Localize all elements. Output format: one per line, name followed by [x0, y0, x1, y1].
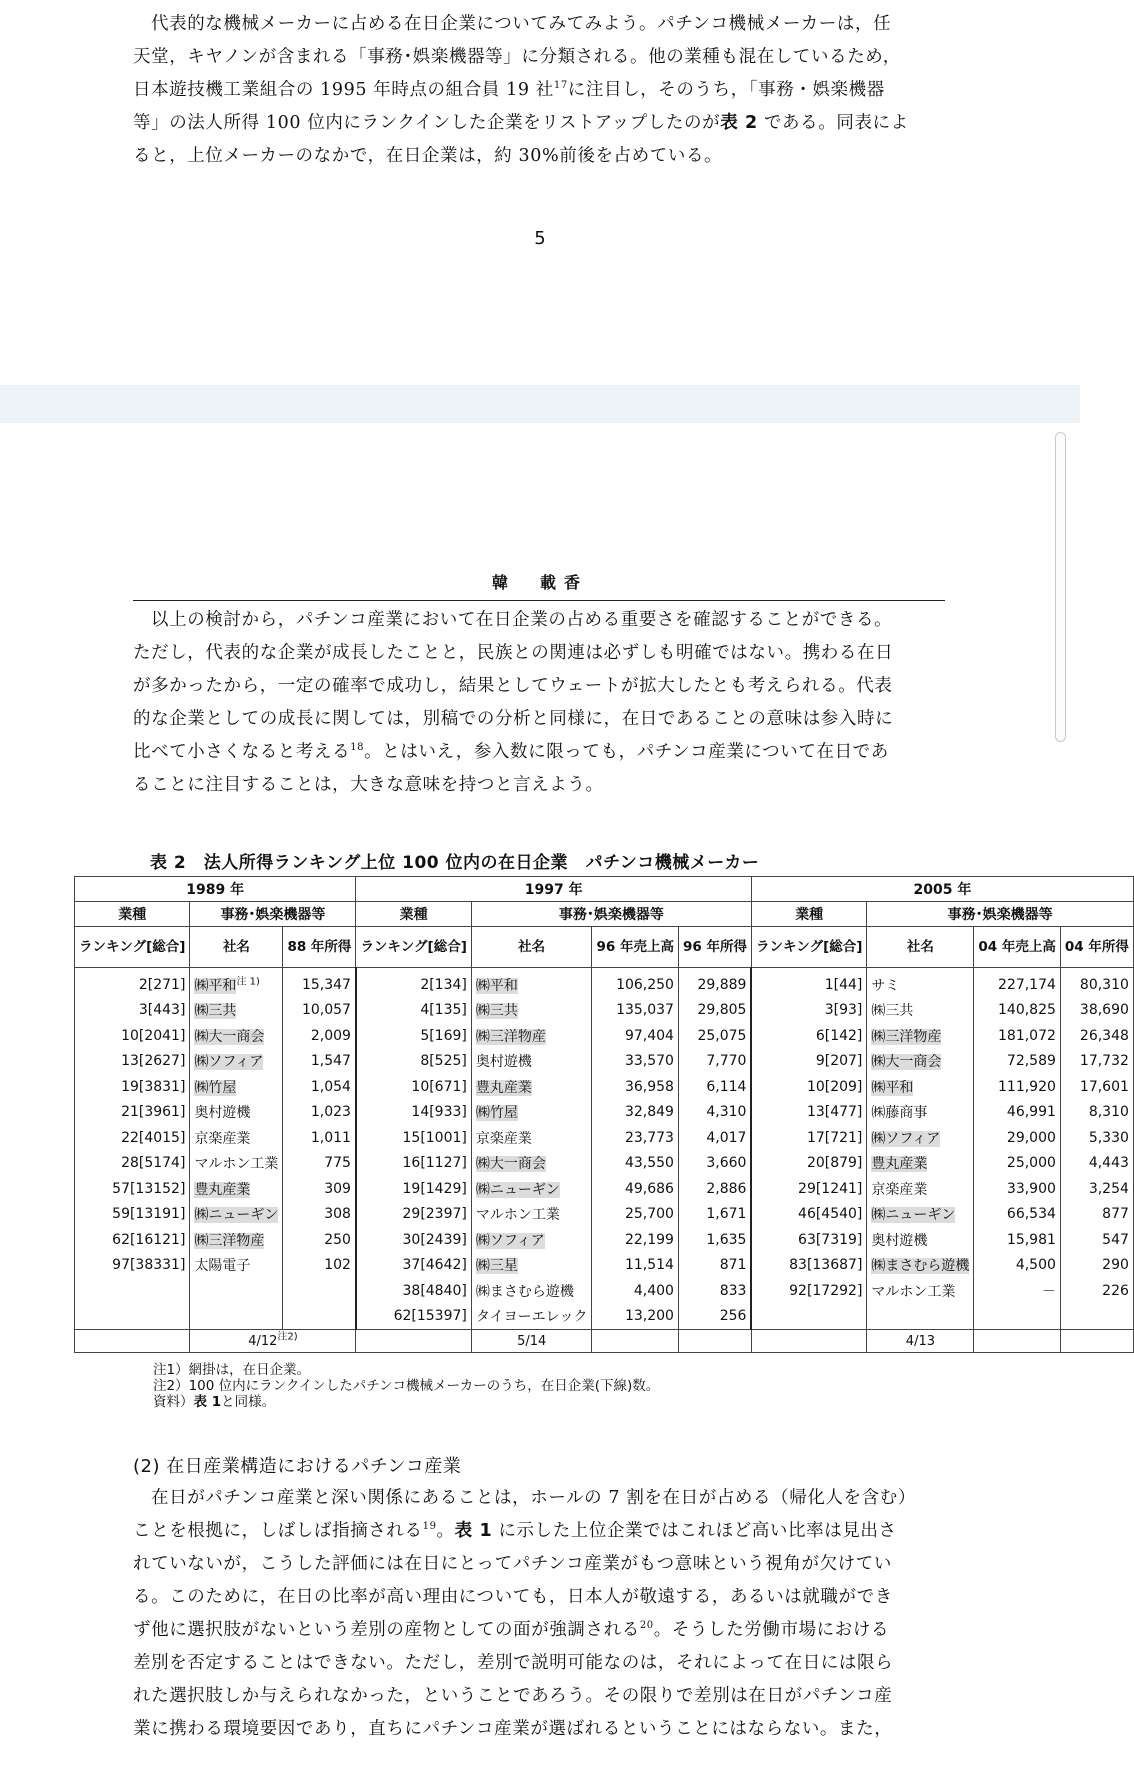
ranking-cell: 22[4015] [75, 1125, 190, 1151]
value-cell: 43,550 [592, 1151, 679, 1177]
table-body [75, 968, 1134, 1330]
ranking-cell [75, 1304, 190, 1330]
table-notes [153, 1362, 659, 1410]
body-line: れていないが，こうした評価には在日にとってパチンコ産業がもつ意味という視角が欠けてい [133, 1554, 892, 1574]
value-cell: 135,037 [592, 998, 679, 1024]
table-reference: 表 1 [454, 1521, 493, 1541]
value-cell: 6,114 [678, 1074, 751, 1100]
value-cell: 15,981 [974, 1227, 1061, 1253]
industry-label: 業種 [75, 902, 190, 927]
value-cell: 181,072 [974, 1023, 1061, 1049]
company-name: 京楽産業 [190, 1125, 283, 1151]
value-cell: 25,000 [974, 1151, 1061, 1177]
company-name: ㈱竹屋 [190, 1074, 283, 1100]
intro-line: 等」の法人所得 100 位内にランクインした企業をリストアップしたのが [133, 113, 721, 133]
company-name: ㈱三洋物産 [190, 1227, 283, 1253]
value-cell: 4,443 [1060, 1151, 1133, 1177]
value-cell [283, 1278, 356, 1304]
value-cell: 29,889 [678, 968, 751, 998]
ranking-cell: 57[13152] [75, 1176, 190, 1202]
table-row [75, 1176, 1134, 1202]
company-name: ㈱三洋物産 [471, 1023, 592, 1049]
company-name [190, 1278, 283, 1304]
company-name: 豊丸産業 [867, 1151, 974, 1177]
header-rule [133, 600, 945, 601]
ranking-cell: 20[879] [751, 1151, 866, 1177]
footer-cell [678, 1330, 751, 1353]
table-row [75, 1023, 1134, 1049]
table-row [75, 1100, 1134, 1126]
company-name [190, 1304, 283, 1330]
company-name: ㈱三共 [471, 998, 592, 1024]
value-cell: 33,900 [974, 1176, 1061, 1202]
value-cell: 5,330 [1060, 1125, 1133, 1151]
column-header: 社名 [190, 927, 283, 968]
column-header: 88 年所得 [283, 927, 356, 968]
footer-count [190, 1330, 356, 1353]
ranking-cell: 92[17292] [751, 1278, 866, 1304]
value-cell: 15,347 [283, 968, 356, 998]
body-line: 以上の検討から，パチンコ産業において在日企業の占める重要さを確認することができる。 [151, 610, 893, 630]
value-cell: 33,570 [592, 1049, 679, 1075]
value-cell: 4,500 [974, 1253, 1061, 1279]
body-paragraph-1 [133, 604, 945, 802]
table-row [75, 1253, 1134, 1279]
ranking-cell: 62[16121] [75, 1227, 190, 1253]
table-year-row [75, 877, 1134, 902]
company-name: ㈱ソフィア [867, 1125, 974, 1151]
value-cell: 10,057 [283, 998, 356, 1024]
footer-cell [751, 1330, 866, 1353]
ranking-cell: 13[2627] [75, 1049, 190, 1075]
value-cell: 871 [678, 1253, 751, 1279]
company-name: ㈱ニューギン [867, 1202, 974, 1228]
page-number: 5 [534, 228, 546, 249]
intro-line: 天堂，キヤノンが含まれる「事務･娯楽機器等」に分類される。他の業種も混在しているため， [133, 47, 901, 67]
column-header: 96 年売上高 [592, 927, 679, 968]
company-name: サミ [867, 968, 974, 998]
value-cell: 308 [283, 1202, 356, 1228]
value-cell: 97,404 [592, 1023, 679, 1049]
ranking-cell: 10[2041] [75, 1023, 190, 1049]
ranking-cell: 19[3831] [75, 1074, 190, 1100]
value-cell: 309 [283, 1176, 356, 1202]
company-name: ㈱藤商事 [867, 1100, 974, 1126]
body-line: ただし，代表的な企業が成長したことと，民族との関連は必ずしも明確ではない。携わる在日 [133, 643, 894, 663]
column-header: 社名 [471, 927, 592, 968]
value-cell: 17,732 [1060, 1049, 1133, 1075]
ranking-cell: 59[13191] [75, 1202, 190, 1228]
industry-value: 事務･娯楽機器等 [190, 902, 356, 927]
table-row [75, 1049, 1134, 1075]
company-name: マルホン工業 [867, 1278, 974, 1304]
ranking-cell: 2[134] [356, 968, 471, 998]
footnote-marker: 注2) [277, 1331, 298, 1343]
value-cell: 4,017 [678, 1125, 751, 1151]
value-cell: 25,075 [678, 1023, 751, 1049]
body-line: ず他に選択肢がないという差別の産物としての面が強調される [133, 1620, 640, 1640]
ranking-cell: 21[3961] [75, 1100, 190, 1126]
value-cell: 111,920 [974, 1074, 1061, 1100]
ranking-cell: 2[271] [75, 968, 190, 998]
year-header: 1997 年 [356, 877, 752, 902]
table-row [75, 1125, 1134, 1151]
company-name: ㈱平和 [471, 968, 592, 998]
footnote-marker: 18 [350, 742, 365, 754]
ranking-cell: 46[4540] [751, 1202, 866, 1228]
body-line: 的な企業としての成長に関しては，別稿での分析と同様に，在日であることの意味は参入時に [133, 709, 894, 729]
footnote-marker: 17 [553, 80, 568, 92]
footnote-marker: 注 1) [236, 976, 260, 988]
value-cell: 106,250 [592, 968, 679, 998]
company-name: ㈱平和$^{注 1)}$ [190, 968, 283, 998]
running-head: 韓 載香 [491, 573, 588, 592]
company-name: ㈱大一商会 [190, 1023, 283, 1049]
intro-line: ると，上位メーカーのなかで，在日企業は，約 30%前後を占めている。 [133, 146, 723, 166]
body-line: ことを根拠に，しばしば指摘される [133, 1521, 423, 1541]
ranking-cell: 19[1429] [356, 1176, 471, 1202]
value-cell: 250 [283, 1227, 356, 1253]
table-industry-row [75, 902, 1134, 927]
table-reference: 表 1 [193, 1394, 222, 1410]
company-name: 京楽産業 [867, 1176, 974, 1202]
intro-line: である。同表によ [757, 113, 909, 133]
value-cell: 4,400 [592, 1278, 679, 1304]
value-cell: 80,310 [1060, 968, 1133, 998]
year-header: 2005 年 [751, 877, 1133, 902]
value-cell: 49,686 [592, 1176, 679, 1202]
value-cell: 1,671 [678, 1202, 751, 1228]
industry-value: 事務･娯楽機器等 [867, 902, 1134, 927]
year-header: 1989 年 [75, 877, 356, 902]
ranking-cell: 10[209] [751, 1074, 866, 1100]
table-column-headers [75, 927, 1134, 968]
value-cell: 8,310 [1060, 1100, 1133, 1126]
value-cell: 290 [1060, 1253, 1133, 1279]
ranking-cell: 83[13687] [751, 1253, 866, 1279]
value-cell: 36,958 [592, 1074, 679, 1100]
value-cell: 1,011 [283, 1125, 356, 1151]
industry-label: 業種 [356, 902, 471, 927]
value-cell: 13,200 [592, 1304, 679, 1330]
value-cell [1060, 1304, 1133, 1330]
value-cell: 4,310 [678, 1100, 751, 1126]
value-cell: 1,023 [283, 1100, 356, 1126]
value-cell: 7,770 [678, 1049, 751, 1075]
company-name: 太陽電子 [190, 1253, 283, 1279]
footer-cell [592, 1330, 679, 1353]
ranking-cell: 30[2439] [356, 1227, 471, 1253]
note-line: 注2）100 位内にランクインしたパチンコ機械メーカーのうち，在日企業(下線)数。 [153, 1378, 660, 1394]
company-name: 奥村遊機 [471, 1049, 592, 1075]
value-cell: 72,589 [974, 1049, 1061, 1075]
table-row [75, 1278, 1134, 1304]
body-line: 。とはいえ，参入数に限っても，パチンコ産業について在日であ [364, 742, 889, 762]
ranking-cell [75, 1278, 190, 1304]
value-cell [283, 1304, 356, 1330]
intro-line: 代表的な機械メーカーに占める在日企業についてみてみよう。パチンコ機械メーカーは，任 [151, 14, 892, 34]
body-line: れた選択肢しか与えられなかった，ということであろう。その限りで差別は在日がパチンコ産 [133, 1686, 893, 1706]
company-name: ㈱ソフィア [471, 1227, 592, 1253]
value-cell: 547 [1060, 1227, 1133, 1253]
company-name: ㈱ニューギン [190, 1202, 283, 1228]
value-cell: 256 [678, 1304, 751, 1330]
company-name: ㈱ソフィア [190, 1049, 283, 1075]
company-name: ㈱平和 [867, 1074, 974, 1100]
company-name: ㈱まさむら遊機 [867, 1253, 974, 1279]
column-header: 社名 [867, 927, 974, 968]
company-name: ㈱三洋物産 [867, 1023, 974, 1049]
ranking-table [74, 876, 1134, 1355]
company-name: ㈱竹屋 [471, 1100, 592, 1126]
ranking-cell: 4[135] [356, 998, 471, 1024]
column-header: 96 年所得 [678, 927, 751, 968]
body-paragraph-2: 在日がパチンコ産業と深い関係にあることは，ホールの 7 割を在日が占める（帰化人を含む） ことを根拠に，しばしば指摘される$^{19}$。表 1 に示した上位企業ではこれほど高い比率は見出さ れていないが，こうした評価には在日にとってパチンコ産業がもつ意味という視角が欠けてい る。このために，在日の比率が高い理由についても，日本人が敬遠する，あるいは就職ができ ず他に選択肢がないという差別の産物としての面が強調される$^{20}$。そうした労働市場における 差別を否定することはできない。ただし，差別で説明可能なのは，それによって在日には限ら れた選択肢しか与えられなかった，ということであろう。その限りで差別は在日がパチンコ産 業に携わる環境要因であり，直ちにパチンコ産業が選ばれるということにはならない。また， [133, 1488, 916, 1739]
body-line: 比べて小さくなると考える [133, 742, 351, 762]
company-name [867, 1304, 974, 1330]
footer-count: 4/13 [867, 1330, 974, 1353]
value-cell: 775 [283, 1151, 356, 1177]
value-cell: 227,174 [974, 968, 1061, 998]
body-line: が多かったから，一定の確率で成功し，結果としてウェートが拡大したとも考えられる。代表 [133, 676, 893, 696]
table-row [75, 968, 1134, 998]
company-name: ㈱ニューギン [471, 1176, 592, 1202]
value-cell: 877 [1060, 1202, 1133, 1228]
table-caption: 表 2 法人所得ランキング上位 100 位内の在日企業 パチンコ機械メーカー [150, 853, 760, 873]
ranking-cell: 5[169] [356, 1023, 471, 1049]
ranking-cell [751, 1304, 866, 1330]
value-cell: 29,805 [678, 998, 751, 1024]
table-row [75, 998, 1134, 1024]
value-cell: 11,514 [592, 1253, 679, 1279]
ranking-cell: 13[477] [751, 1100, 866, 1126]
table-row [75, 1202, 1134, 1228]
company-name: ㈱三共 [867, 998, 974, 1024]
value-cell: 2,886 [678, 1176, 751, 1202]
value-cell: 102 [283, 1253, 356, 1279]
body-line: ることに注目することは，大きな意味を持つと言えよう。 [133, 775, 604, 795]
company-name: 豊丸産業 [471, 1074, 592, 1100]
table-row [75, 1074, 1134, 1100]
note-line: 注1）網掛は，在日企業。 [153, 1362, 311, 1378]
company-name: 豊丸産業 [190, 1176, 283, 1202]
column-header: ランキング[総合] [751, 927, 866, 968]
body-line: る。このために，在日の比率が高い理由についても，日本人が敬遠する，あるいは就職ができ [133, 1587, 893, 1607]
value-cell [974, 1304, 1061, 1330]
table-footer-row [75, 1330, 1134, 1353]
ranking-cell: 6[142] [751, 1023, 866, 1049]
company-name: 奥村遊機 [190, 1100, 283, 1126]
value-cell: 17,601 [1060, 1074, 1133, 1100]
count-1989: 4/12 [248, 1333, 278, 1349]
body-line: 在日がパチンコ産業と深い関係にあることは，ホールの 7 割を在日が占める（帰化人を含む） [151, 1488, 916, 1508]
company-name: タイヨーエレック [471, 1304, 592, 1330]
value-cell: 29,000 [974, 1125, 1061, 1151]
table-reference: 表 2 [720, 113, 758, 133]
table-row [75, 1151, 1134, 1177]
ranking-cell: 16[1127] [356, 1151, 471, 1177]
value-cell: 66,534 [974, 1202, 1061, 1228]
ranking-cell: 15[1001] [356, 1125, 471, 1151]
ranking-cell: 97[38331] [75, 1253, 190, 1279]
page-separator [0, 385, 1080, 423]
industry-value: 事務･娯楽機器等 [471, 902, 751, 927]
ranking-cell: 8[525] [356, 1049, 471, 1075]
company-name: ㈱三共 [190, 998, 283, 1024]
footer-cell [356, 1330, 471, 1353]
column-header: ランキング[総合] [356, 927, 471, 968]
value-cell: 1,547 [283, 1049, 356, 1075]
footnote-marker: 19 [422, 1521, 437, 1533]
ranking-cell: 63[7319] [751, 1227, 866, 1253]
company-name: ㈱三星 [471, 1253, 592, 1279]
value-cell: 22,199 [592, 1227, 679, 1253]
value-cell: 23,773 [592, 1125, 679, 1151]
value-cell: 46,991 [974, 1100, 1061, 1126]
company-name: ㈱大一商会 [471, 1151, 592, 1177]
ranking-cell: 14[933] [356, 1100, 471, 1126]
industry-label: 業種 [751, 902, 866, 927]
value-cell: 32,849 [592, 1100, 679, 1126]
ranking-cell: 3[443] [75, 998, 190, 1024]
ranking-cell: 29[1241] [751, 1176, 866, 1202]
company-name: 奥村遊機 [867, 1227, 974, 1253]
ranking-cell: 38[4840] [356, 1278, 471, 1304]
ranking-cell: 62[15397] [356, 1304, 471, 1330]
value-cell: 1,054 [283, 1074, 356, 1100]
value-cell: 3,660 [678, 1151, 751, 1177]
ranking-cell: 37[4642] [356, 1253, 471, 1279]
column-header: 04 年所得 [1060, 927, 1133, 968]
company-name: ㈱まさむら遊機 [471, 1278, 592, 1304]
intro-line: 日本遊技機工業組合の 1995 年時点の組合員 19 社 [133, 80, 554, 100]
footer-count: 5/14 [471, 1330, 592, 1353]
value-cell: 38,690 [1060, 998, 1133, 1024]
intro-paragraph [133, 8, 945, 173]
table-bottom-rule [75, 1353, 1134, 1356]
value-cell: － [974, 1278, 1061, 1304]
value-cell: 25,700 [592, 1202, 679, 1228]
body-line: 差別を否定することはできない。ただし，差別で説明可能なのは，それによって在日には限ら [133, 1653, 894, 1673]
value-cell: 2,009 [283, 1023, 356, 1049]
company-name: 京楽産業 [471, 1125, 592, 1151]
intro-line: に注目し，そのうち，「事務・娯楽機器 [567, 80, 885, 100]
ranking-cell: 29[2397] [356, 1202, 471, 1228]
value-cell: 140,825 [974, 998, 1061, 1024]
footer-cell [1060, 1330, 1133, 1353]
column-header: ランキング[総合] [75, 927, 190, 968]
table-row [75, 1304, 1134, 1330]
section-heading: (2) 在日産業構造におけるパチンコ産業 [133, 1456, 462, 1477]
body-line: 業に携わる環境要因であり，直ちにパチンコ産業が選ばれるということにはならない。また， [133, 1719, 893, 1739]
ranking-cell: 10[671] [356, 1074, 471, 1100]
footnote-marker: 20 [639, 1620, 654, 1632]
table-row [75, 1227, 1134, 1253]
value-cell: 833 [678, 1278, 751, 1304]
value-cell: 226 [1060, 1278, 1133, 1304]
footer-cell [974, 1330, 1061, 1353]
note-line: 資料）表 1と同様。 [153, 1394, 276, 1410]
value-cell: 26,348 [1060, 1023, 1133, 1049]
column-header: 04 年売上高 [974, 927, 1061, 968]
ranking-cell: 1[44] [751, 968, 866, 998]
ranking-cell: 17[721] [751, 1125, 866, 1151]
ranking-cell: 9[207] [751, 1049, 866, 1075]
company-name: ㈱大一商会 [867, 1049, 974, 1075]
value-cell: 1,635 [678, 1227, 751, 1253]
value-cell: 3,254 [1060, 1176, 1133, 1202]
company-name: マルホン工業 [190, 1151, 283, 1177]
footer-cell [75, 1330, 190, 1353]
ranking-cell: 3[93] [751, 998, 866, 1024]
ranking-cell: 28[5174] [75, 1151, 190, 1177]
company-name: マルホン工業 [471, 1202, 592, 1228]
